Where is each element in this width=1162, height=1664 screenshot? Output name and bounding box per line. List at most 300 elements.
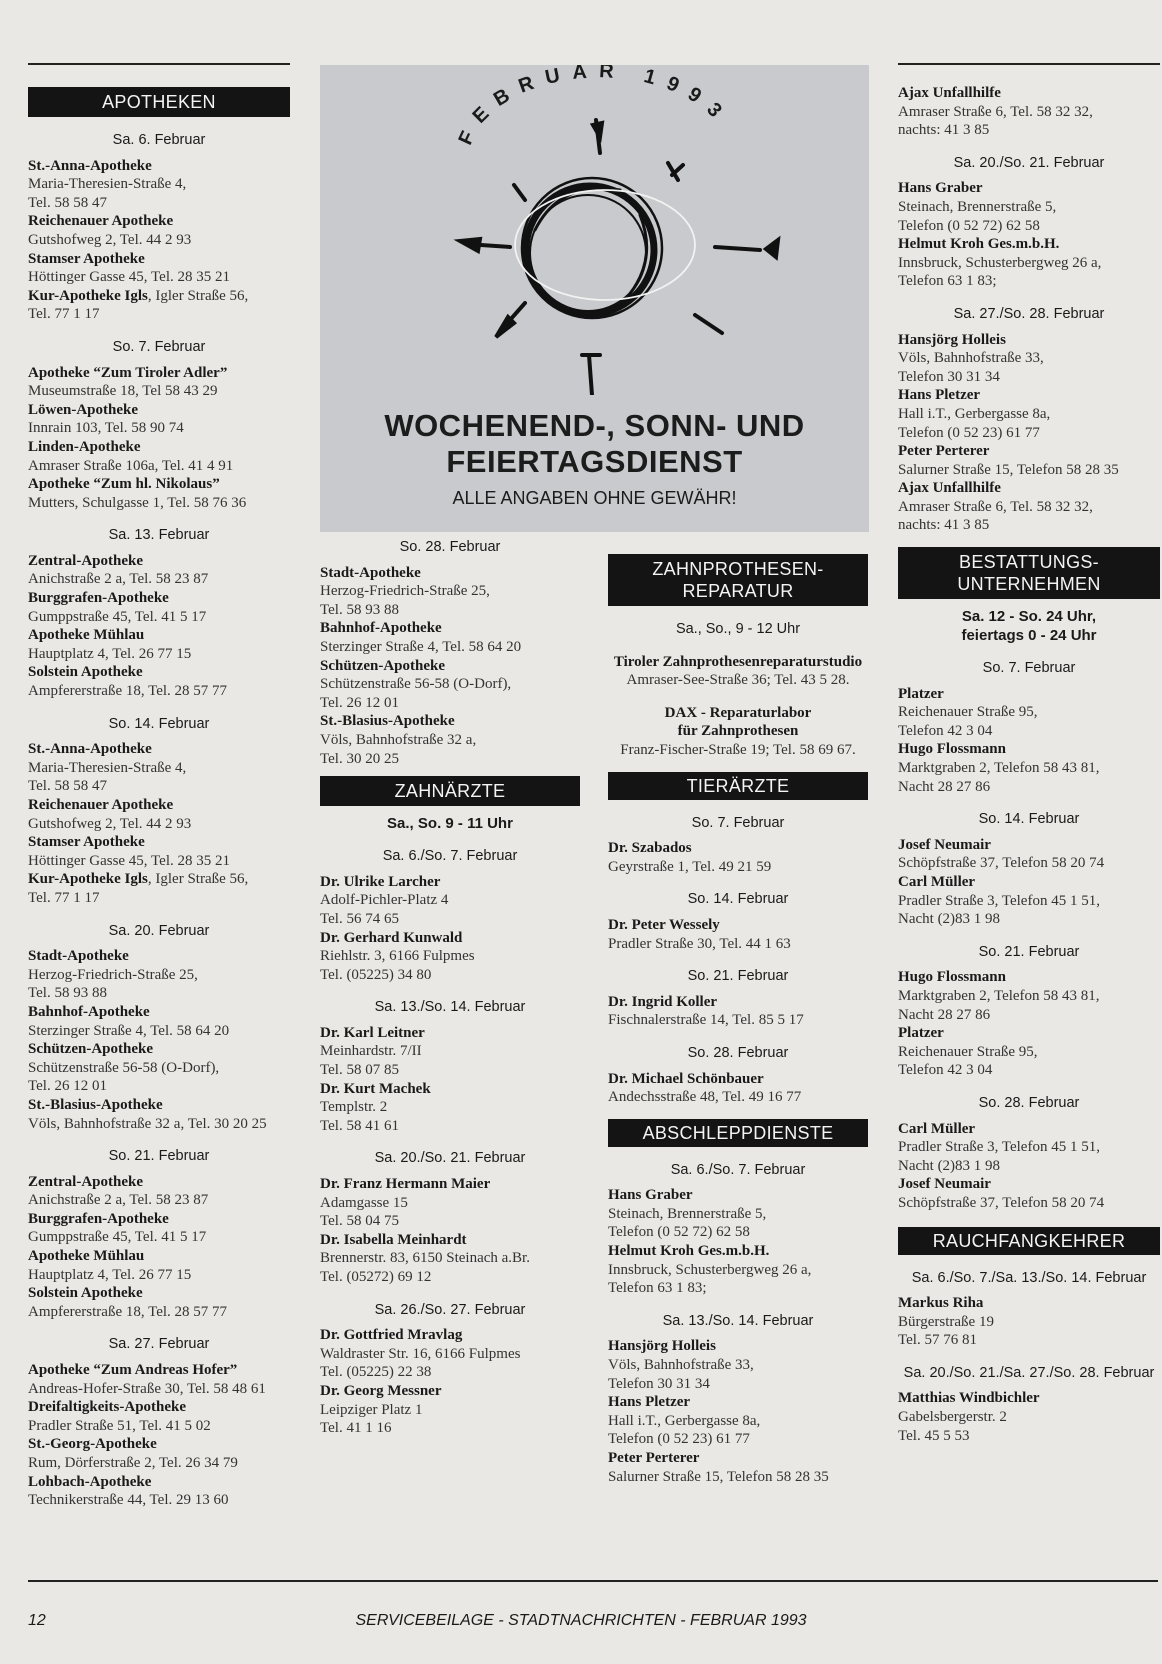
entry-address-line: Leipziger Platz 1 [320, 1401, 423, 1418]
entry [898, 873, 1160, 929]
entry-name-line [608, 1186, 868, 1205]
entry-name-line [898, 442, 1160, 461]
entry-address-line: Nacht (2)83 1 98 [898, 911, 1001, 928]
entry-name-line [608, 1070, 868, 1089]
entry [28, 1435, 290, 1472]
entry-address-line: Tel. 58 58 47 [28, 778, 107, 795]
entry-name-line [28, 626, 290, 645]
footer-rule [28, 1580, 1158, 1582]
entry-name: Matthias Windbichler [898, 1390, 1040, 1407]
entry-address-line: Tel. (05225) 22 38 [320, 1364, 432, 1381]
entry [28, 287, 290, 324]
bestattung-title-line2: UNTERNEHMEN [957, 574, 1101, 595]
date-heading: So. 7. Februar [982, 660, 1076, 677]
entry-address-line: Gutshofweg 2, Tel. 44 2 93 [28, 231, 192, 248]
entry-address-line: Technikerstraße 44, Tel. 29 13 60 [28, 1492, 229, 1509]
entry-address-line: Templstr. 2 [320, 1099, 388, 1116]
entry [28, 1096, 290, 1133]
entry-name: DAX - Reparaturlabor [664, 704, 812, 721]
date-heading: So. 21. Februar [687, 968, 789, 985]
entry-address-line: Hall i.T., Gerbergasse 8a, [608, 1412, 761, 1429]
entry-address-line: Nacht (2)83 1 98 [898, 1157, 1001, 1174]
entry-name-line [608, 916, 868, 935]
entry-name-line [898, 836, 1160, 855]
entry-name-line [28, 1435, 290, 1454]
entry-name: Helmut Kroh Ges.m.b.H. [898, 236, 1060, 253]
entry-name-line [28, 1247, 290, 1266]
entry-name: Carl Müller [898, 874, 976, 890]
entry-address-line: Steinach, Brennerstraße 5, [608, 1205, 767, 1222]
entry-name: Dr. Michael Schönbauer [608, 1070, 764, 1087]
svg-text:FEBRUAR 1993 [455, 65, 734, 148]
entry-name-line [320, 1326, 580, 1345]
entry-address-line: Pradler Straße 3, Telefon 45 1 51, [898, 1139, 1100, 1156]
entry-name: Löwen-Apotheke [28, 401, 139, 418]
entry-name: Peter Perterer [898, 443, 990, 460]
bestattung-list [898, 659, 1160, 1212]
entry-name: Burggrafen-Apotheke [28, 590, 169, 607]
zahnprothesen-entry [608, 704, 868, 760]
entry-address-line: Reichenauer Straße 95, [898, 1043, 1038, 1060]
entry-address-line: Meinhardstr. 7/II [320, 1043, 422, 1060]
entry-name-line [28, 287, 290, 306]
entry-name: Zentral-Apotheke [28, 552, 143, 569]
entry-name: Platzer [898, 1025, 944, 1042]
entry-address-line: Herzog-Friedrich-Straße 25, [320, 583, 490, 600]
entry-name-line [28, 250, 290, 269]
date-heading: Sa. 6./So. 7./Sa. 13./So. 14. Februar [911, 1269, 1147, 1286]
abschlepp-list [608, 1161, 868, 1487]
bestattung-hours [898, 607, 1160, 645]
date-heading: So. 14. Februar [978, 811, 1080, 828]
entry-address-line: Sterzinger Straße 4, Tel. 58 64 20 [28, 1022, 230, 1039]
entry-address-line: Tel. 26 12 01 [28, 1078, 107, 1095]
entry-address-line: Herzog-Friedrich-Straße 25, [28, 966, 198, 983]
banner-arc-text: FEBRUAR 1993 [454, 65, 734, 149]
entry [320, 1231, 580, 1287]
entry-address-line: Tel. 58 41 61 [320, 1117, 399, 1134]
entry-address-line: Andechsstraße 48, Tel. 49 16 77 [608, 1089, 802, 1106]
entry-name-line [608, 839, 868, 858]
entry-address-line: Ampfererstraße 18, Tel. 28 57 77 [28, 1303, 228, 1320]
bestattung-hours-line2: feiertags 0 - 24 Uhr [961, 627, 1097, 645]
entry-name-line [28, 1096, 290, 1115]
entry-name: Lohbach-Apotheke [28, 1473, 152, 1490]
entry-name-line [28, 740, 290, 759]
entry-address-line: Marktgraben 2, Telefon 58 43 81, [898, 760, 1100, 777]
entry-name: Ajax Unfallhilfe [898, 85, 1001, 101]
entry [898, 685, 1160, 741]
entry-address-line: Schützenstraße 56-58 (O-Dorf), [320, 676, 512, 693]
entry-name: Hans Pletzer [898, 387, 981, 404]
entry-address-line: Telefon (0 52 72) 62 58 [898, 217, 1040, 234]
entry [898, 84, 1160, 140]
entry-address-line: Rum, Dörferstraße 2, Tel. 26 34 79 [28, 1455, 238, 1471]
banner-title-line1: WOCHENEND-, SONN- UND [384, 408, 805, 443]
apotheken-header: APOTHEKEN [28, 87, 290, 117]
entry-name: Josef Neumair [898, 836, 991, 853]
entry-address-line: Bürgerstraße 19 [898, 1313, 994, 1330]
entry-name: Solstein Apotheke [28, 1285, 143, 1302]
entry-name-line [28, 947, 290, 966]
entry-address-line: Höttinger Gasse 45, Tel. 28 35 21 [28, 852, 230, 869]
entry-name-line [28, 552, 290, 571]
entry-name-line [320, 1231, 580, 1250]
date-heading: Sa. 20./So. 21. Februar [374, 1150, 526, 1167]
entry-address-line: Pradler Straße 51, Tel. 41 5 02 [28, 1417, 211, 1434]
entry-address-line: Geyrstraße 1, Tel. 49 21 59 [608, 858, 772, 875]
entry-name: Stadt-Apotheke [320, 564, 421, 581]
entry-address-line: Tel. (05225) 34 80 [320, 966, 432, 983]
entry-name: Dr. Ulrike Larcher [320, 873, 441, 890]
date-heading: Sa. 13. Februar [108, 527, 210, 544]
footer-text: SERVICEBEILAGE - STADTNACHRICHTEN - FEBRUAR 1993 [355, 1612, 807, 1629]
entry-address-line: Völs, Bahnhofstraße 33, [608, 1357, 754, 1374]
column-4 [898, 84, 1160, 1445]
entry-name-line [898, 331, 1160, 350]
entry-name-line [28, 1473, 290, 1492]
entry [608, 1242, 868, 1298]
entry-name: Hansjörg Holleis [608, 1338, 716, 1355]
zahnprothesen-header [608, 554, 868, 606]
entry-name-line [28, 1361, 290, 1380]
zahnaerzte-list [320, 847, 580, 1438]
entry-address-line: Gabelsbergerstr. 2 [898, 1409, 1007, 1426]
entry-name: Stamser Apotheke [28, 834, 145, 851]
entry-address-line: Maria-Theresien-Straße 4, [28, 759, 187, 776]
banner-subtitle: ALLE ANGABEN OHNE GEWÄHR! [452, 488, 737, 508]
entry-name-line [898, 1294, 1160, 1313]
entry [898, 836, 1160, 873]
entry [898, 179, 1160, 235]
entry-address-line: Amraser Straße 106a, Tel. 41 4 91 [28, 457, 234, 474]
zahnaerzte-hours: Sa., So. 9 - 11 Uhr [387, 815, 513, 833]
entry-address-line: Tel. 77 1 17 [28, 306, 100, 323]
entry-name-line [898, 179, 1160, 198]
entry [320, 873, 580, 929]
entry-name: Hans Graber [608, 1187, 693, 1204]
entry-address-line: Tel. 57 76 81 [898, 1332, 977, 1349]
entry-name-line [898, 873, 1160, 892]
entry-name-line [898, 685, 1160, 704]
entry-name: Solstein Apotheke [28, 664, 143, 681]
entry-address-line: Tel. 26 12 01 [320, 694, 399, 711]
entry-address-line: Salurner Straße 15, Telefon 58 28 35 [608, 1468, 829, 1485]
entry-address-line: Sterzinger Straße 4, Tel. 58 64 20 [320, 638, 522, 655]
date-heading: Sa. 27. Februar [108, 1336, 210, 1353]
entry-name-line [320, 657, 580, 676]
entry [608, 916, 868, 953]
entry-name: Stadt-Apotheke [28, 948, 129, 965]
entry-address-line: Brennerstr. 83, 6150 Steinach a.Br. [320, 1250, 530, 1267]
entry-name: Apotheke “Zum Andreas Hofer” [28, 1362, 238, 1379]
entry-name-line [320, 564, 580, 583]
entry-address-line: Tel. 56 74 65 [320, 910, 399, 927]
entry-name-line [898, 386, 1160, 405]
entry-name: St.-Anna-Apotheke [28, 157, 152, 174]
entry-name-line [28, 1284, 290, 1303]
entry-address-line: Völs, Bahnhofstraße 32 a, [320, 731, 477, 748]
entry-name: Hugo Flossmann [898, 741, 1006, 758]
entry-name: Tiroler Zahnprothesenreparaturstudio [613, 653, 863, 670]
entry-address-line: Museumstraße 18, Tel 58 43 29 [28, 383, 218, 400]
entry-address-line: Schöpfstraße 37, Telefon 58 20 74 [898, 855, 1105, 872]
date-heading: Sa. 27./So. 28. Februar [953, 305, 1105, 322]
entry-name: St.-Blasius-Apotheke [28, 1096, 163, 1113]
entry-address-line: Völs, Bahnhofstraße 32 a, Tel. 30 20 25 [28, 1115, 267, 1132]
entry [320, 712, 580, 768]
entry-name: Apotheke Mühlau [28, 1248, 145, 1265]
entry [28, 212, 290, 249]
entry-address-line: Tel. 58 04 75 [320, 1213, 399, 1230]
date-heading: So. 28. Februar [399, 539, 501, 555]
entry-name-line [28, 157, 290, 176]
sun-rays-icon [460, 120, 778, 395]
entry-address-line: Fischnalerstraße 14, Tel. 85 5 17 [608, 1012, 804, 1029]
entry-address-line: Reichenauer Straße 95, [898, 704, 1038, 721]
entry-address-line: Schöpfstraße 37, Telefon 58 20 74 [898, 1194, 1105, 1211]
apotheken-list [28, 131, 290, 1510]
entry-name-line [28, 1398, 290, 1417]
entry-name-line [28, 796, 290, 815]
entry-name-line [898, 479, 1160, 498]
entry-name-line [898, 1389, 1160, 1408]
entry [898, 1389, 1160, 1445]
entry-name-line [320, 1080, 580, 1099]
entry-address-line: Tel. 41 1 16 [320, 1420, 392, 1437]
entry [28, 250, 290, 287]
entry-address-line: Pradler Straße 30, Tel. 44 1 63 [608, 935, 791, 952]
entry-address-line: Nacht 28 27 86 [898, 778, 991, 795]
entry [320, 929, 580, 985]
entry-name-line [320, 619, 580, 638]
bestattung-header [898, 547, 1160, 599]
entry-name: Reichenauer Apotheke [28, 797, 174, 813]
entry-address-line: nachts: 41 3 85 [898, 122, 990, 139]
abschlepp-continued [898, 84, 1160, 535]
entry-name: Kur-Apotheke Igls [28, 871, 148, 888]
entry [28, 663, 290, 700]
entry-address-line: Mutters, Schulgasse 1, Tel. 58 76 36 [28, 494, 247, 511]
entry-name: Reichenauer Apotheke [28, 213, 174, 230]
entry [320, 1382, 580, 1438]
entry-address-line: Adamgasse 15 [320, 1194, 408, 1211]
entry-name: Dr. Karl Leitner [320, 1024, 425, 1041]
entry-name-line [28, 1210, 290, 1229]
entry [898, 740, 1160, 796]
entry-name-line [28, 1173, 290, 1192]
top-rule-left [28, 63, 290, 65]
entry-name-line [608, 993, 868, 1012]
entry [608, 1337, 868, 1393]
entry-name-line [898, 968, 1160, 987]
entry-name: Hans Graber [898, 180, 983, 197]
entry [28, 1040, 290, 1096]
entry-name: Kur-Apotheke Igls [28, 287, 148, 304]
entry-name-line [320, 712, 580, 731]
entry-name: St.-Blasius-Apotheke [320, 713, 455, 730]
zahnprothesen-title-line1: ZAHNPROTHESEN- [652, 559, 824, 579]
entry-name: Zentral-Apotheke [28, 1173, 143, 1190]
entry [28, 833, 290, 870]
entry [898, 386, 1160, 442]
entry-name: Dr. Franz Hermann Maier [320, 1176, 491, 1193]
column-2-lower [320, 538, 580, 1438]
banner [320, 65, 869, 532]
entry-address-line: Pradler Straße 3, Telefon 45 1 51, [898, 892, 1100, 909]
entry-name: Dr. Gerhard Kunwald [320, 929, 463, 946]
entry-name: Stamser Apotheke [28, 250, 145, 267]
entry-address-line: Innsbruck, Schusterbergweg 26 a, [608, 1261, 812, 1278]
entry [898, 1175, 1160, 1212]
entry-address-line: Riehlstr. 3, 6166 Fulpmes [320, 948, 475, 965]
entry-name-line [28, 364, 290, 383]
entry-address-line: Gutshofweg 2, Tel. 44 2 93 [28, 815, 192, 832]
entry-address-line: Telefon 63 1 83; [608, 1280, 707, 1297]
entry [898, 1024, 1160, 1080]
rauchfang-header: RAUCHFANGKEHRER [898, 1227, 1160, 1255]
entry [28, 157, 290, 213]
entry [28, 475, 290, 512]
entry-address-line: Gumppstraße 45, Tel. 41 5 17 [28, 1229, 207, 1246]
date-heading: So. 14. Februar [687, 891, 789, 908]
entry-name: Dr. Peter Wessely [608, 916, 720, 933]
entry-address-line: Telefon (0 52 23) 61 77 [608, 1431, 750, 1448]
banner-title-line2: FEIERTAGSDIENST [446, 444, 743, 479]
entry [28, 947, 290, 1003]
entry-address-line: Nacht 28 27 86 [898, 1006, 991, 1023]
date-heading: So. 21. Februar [108, 1148, 210, 1165]
entry [28, 626, 290, 663]
entry [320, 1024, 580, 1080]
entry-address-line: Telefon 30 31 34 [898, 368, 1000, 385]
entry-name-line [28, 870, 290, 889]
entry [320, 1326, 580, 1382]
date-heading: So. 7. Februar [691, 814, 785, 831]
entry-name-line [320, 873, 580, 892]
entry [28, 1003, 290, 1040]
entry-address-line: Steinach, Brennerstraße 5, [898, 198, 1057, 215]
entry-address-line: Telefon 63 1 83; [898, 273, 997, 290]
entry-name: Schützen-Apotheke [320, 657, 446, 674]
entry [28, 1173, 290, 1210]
zahnprothesen-title-line2: REPARATUR [682, 581, 794, 601]
entry-address-line: Hauptplatz 4, Tel. 26 77 15 [28, 645, 192, 662]
apotheken-section [28, 87, 290, 1510]
entry-name: Dr. Isabella Meinhardt [320, 1231, 467, 1248]
entry-address-line: nachts: 41 3 85 [898, 517, 990, 534]
entry-name-line [28, 1040, 290, 1059]
entry-address-line: Gumppstraße 45, Tel. 41 5 17 [28, 608, 207, 625]
banner-title [320, 408, 869, 480]
entry-name-line [28, 663, 290, 682]
entry-address-line: Anichstraße 2 a, Tel. 58 23 87 [28, 571, 209, 588]
entry [28, 1473, 290, 1510]
entry [608, 839, 868, 876]
entry [608, 1393, 868, 1449]
entry-address-line: Innrain 103, Tel. 58 90 74 [28, 420, 184, 437]
date-heading: Sa. 20./So. 21. Februar [953, 154, 1105, 171]
entry-address-line: Hall i.T., Gerbergasse 8a, [898, 405, 1051, 422]
entry-inline-address: , Igler Straße 56, [147, 287, 249, 304]
entry [28, 796, 290, 833]
date-heading: So. 28. Februar [978, 1094, 1080, 1111]
column-3-lower [608, 554, 868, 1486]
entry-name-line [898, 235, 1160, 254]
entry [28, 1247, 290, 1284]
entry-name: Dr. Szabados [608, 840, 692, 857]
date-heading: Sa. 13./So. 14. Februar [662, 1312, 814, 1329]
entry-address-line: Andreas-Hofer-Straße 30, Tel. 58 48 61 [28, 1380, 266, 1397]
entry-name: Platzer [898, 685, 944, 702]
entry-name: Burggrafen-Apotheke [28, 1210, 169, 1227]
entry-name: Linden-Apotheke [28, 438, 141, 455]
entry-name: Hansjörg Holleis [898, 331, 1006, 348]
entry-name-line [320, 929, 580, 948]
entry [320, 619, 580, 656]
entry-address-line: Völs, Bahnhofstraße 33, [898, 350, 1044, 367]
entry-name: Peter Perterer [608, 1450, 700, 1466]
entry-address-line: Tel. 58 58 47 [28, 194, 107, 211]
entry-name: Bahnhof-Apotheke [28, 1003, 150, 1020]
entry [28, 552, 290, 589]
bestattung-hours-line1: Sa. 12 - So. 24 Uhr, [961, 608, 1097, 626]
entry [320, 1175, 580, 1231]
entry [320, 657, 580, 713]
entry-address-line: Telefon 42 3 04 [898, 722, 993, 739]
entry-name: Hugo Flossmann [898, 969, 1006, 986]
entry-address-line: Telefon 30 31 34 [608, 1375, 710, 1392]
entry-address-line: Tel. 77 1 17 [28, 889, 100, 906]
entry-name: Dreifaltigkeits-Apotheke [28, 1399, 187, 1416]
entry [898, 968, 1160, 1024]
entry [28, 401, 290, 438]
entry-name-line2: für Zahnprothesen [677, 723, 799, 740]
entry-name-line [898, 1175, 1160, 1194]
entry-name: Dr. Gottfried Mravlag [320, 1327, 463, 1344]
entry [28, 438, 290, 475]
entry-name: St.-Anna-Apotheke [28, 741, 152, 758]
entry-name-line [320, 1024, 580, 1043]
sun-circle-icon [515, 178, 695, 318]
entry-address-line: Telefon (0 52 72) 62 58 [608, 1224, 750, 1241]
entry-address-line: Adolf-Pichler-Platz 4 [320, 892, 449, 909]
entry [320, 564, 580, 620]
entry [28, 589, 290, 626]
entry-name-line [898, 740, 1160, 759]
tieraerzte-list [608, 814, 868, 1107]
entry-address-line: Tel. 30 20 25 [320, 750, 399, 767]
entry-address-line: Waldraster Str. 16, 6166 Fulpmes [320, 1345, 521, 1362]
entry-name-line [28, 589, 290, 608]
entry [608, 1186, 868, 1242]
bestattung-title-line1: BESTATTUNGS- [959, 552, 1099, 573]
entry-name: Hans Pletzer [608, 1394, 691, 1411]
date-heading: Sa. 6./So. 7. Februar [670, 1161, 806, 1178]
entry-name-line [320, 1175, 580, 1194]
tieraerzte-header: TIERÄRZTE [608, 772, 868, 800]
entry-name: Apotheke “Zum Tiroler Adler” [28, 364, 228, 381]
entry-name-line [608, 1337, 868, 1356]
entry-name-line [28, 438, 290, 457]
entry-address-line: Schützenstraße 56-58 (O-Dorf), [28, 1059, 220, 1076]
entry-name: Carl Müller [898, 1120, 976, 1137]
entry-address-line: Tel. 58 07 85 [320, 1062, 399, 1079]
date-heading: Sa. 20./So. 21./Sa. 27./So. 28. Februar [903, 1364, 1155, 1381]
zahnprothesen-entry [608, 653, 868, 690]
date-heading: Sa. 6./So. 7. Februar [382, 848, 518, 865]
entry [320, 1080, 580, 1136]
